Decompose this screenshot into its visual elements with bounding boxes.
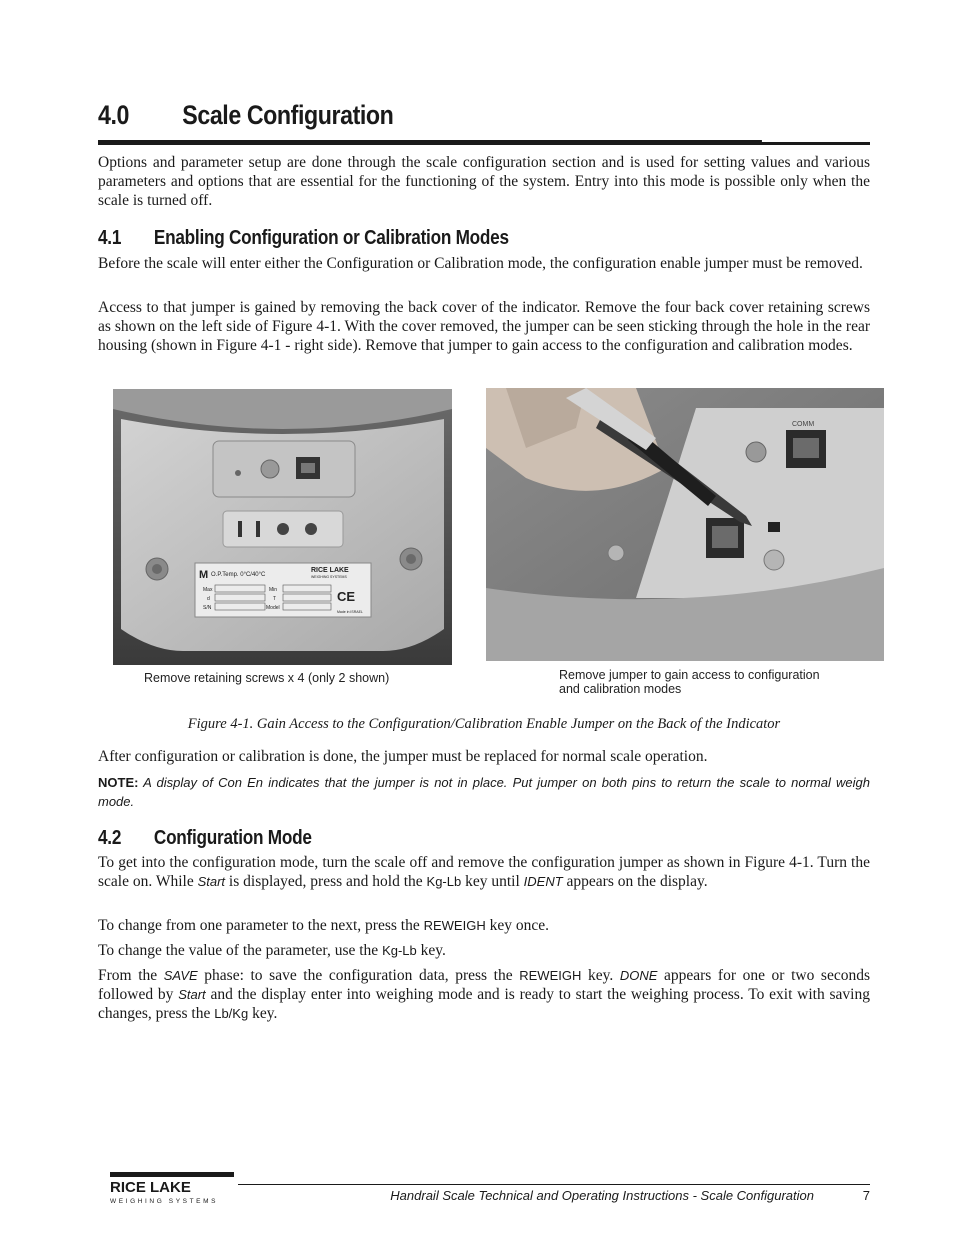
- footer-title: Handrail Scale Technical and Operating Instructions - Scale Configuration: [390, 1188, 814, 1203]
- logo-mark: [110, 1172, 234, 1206]
- back-cover-illustration: [113, 389, 452, 665]
- section-title: Scale Configuration: [182, 100, 394, 130]
- text: appears on the display.: [562, 872, 708, 890]
- comm-port-label: COMM: [792, 421, 815, 428]
- text: To get into the configuration mode, turn the scale off and remove the configuration jumper as shown in Figure 4-1. Turn the scale on. While: [98, 854, 870, 890]
- label-temp: O.P.Temp. 0°C/40°C: [211, 572, 266, 578]
- subsection-4-1-heading: [98, 227, 762, 250]
- page-number: 7: [862, 1188, 870, 1203]
- text: phase: to save the configuration data, press the: [197, 967, 520, 984]
- right-photo-caption-line-1: Remove jumper to gain access to configuration: [559, 668, 820, 682]
- paragraph-access-jumper: Access to that jumper is gained by removing the back cover of the indicator. Remove the four back cover retaining screws as shown on the left side of Figure 4-1. With the cover removed, the jumper can be seen sticking through the hole in the rear housing (shown in Figure 4-1 - right side). Remove that jumper to gain access to the configuration and calibration modes.: [98, 299, 870, 354]
- section-number: 4.0: [98, 100, 130, 130]
- label-min: Min: [269, 587, 278, 593]
- rice-lake-logo: [110, 1172, 234, 1206]
- paragraph-next-parameter: [98, 917, 870, 936]
- paragraph-after-configuration: After configuration or calibration is done, the jumper must be replaced for normal scale operation.: [98, 748, 708, 765]
- key-reweigh: REWEIGH: [519, 968, 582, 983]
- intro-paragraph: Options and parameter setup are done through the scale configuration section and is used for setting values and various parameters and options that are essential for the functioning of the system. Entry into this mode is possible only when the scale is turned off.: [98, 154, 870, 209]
- subsection-title: Configuration Mode: [153, 827, 312, 849]
- photo-back-cover: [113, 389, 452, 665]
- text: key.: [581, 967, 620, 984]
- text: and the display enter into weighing mode and is ready to start the weighing process. To exit with saving changes, press the: [98, 985, 870, 1022]
- label-ce-mark: CE: [337, 589, 356, 604]
- subsection-number: 4.1: [98, 227, 122, 249]
- section-heading: [98, 100, 762, 143]
- heading-rule: [98, 142, 870, 145]
- label-sn: S/N: [203, 605, 212, 611]
- key-kg-lb: Kg-Lb: [382, 943, 417, 958]
- paragraph-enter-config: [98, 854, 870, 892]
- document-page: [98, 0, 870, 1235]
- display-done: DONE: [619, 968, 658, 983]
- label-d: d: [207, 596, 210, 602]
- subsection-number: 4.2: [98, 827, 122, 849]
- key-kg-lb: Kg-Lb: [426, 873, 462, 889]
- display-start: Start: [197, 873, 226, 889]
- note-text: A display of Con En indicates that the jumper is not in place. Put jumper on both pins to return the scale to normal weigh mode.: [98, 775, 870, 809]
- paragraph-jumper-removal: Before the scale will enter either the Configuration or Calibration mode, the configuration enable jumper must be removed.: [98, 255, 863, 272]
- key-reweigh: REWEIGH: [423, 918, 486, 933]
- label-brand: RICE LAKE: [311, 567, 349, 574]
- paragraph-save-phase: [98, 967, 870, 1023]
- display-start: Start: [178, 986, 206, 1002]
- text: key.: [416, 942, 446, 959]
- key-lb-kg: Lb/Kg: [214, 1005, 249, 1021]
- paragraph-change-value: [98, 942, 870, 961]
- footer-rule: [238, 1184, 870, 1185]
- text: key until: [461, 872, 524, 890]
- logo-subtext: WEIGHING SYSTEMS: [110, 1198, 219, 1205]
- text: To change the value of the parameter, use the: [98, 942, 383, 959]
- jumper-illustration: [486, 388, 884, 661]
- note-block: [98, 773, 870, 811]
- display-save: SAVE: [163, 968, 198, 983]
- figure-caption: Figure 4-1. Gain Access to the Configuration/Calibration Enable Jumper on the Back of the Indicator: [187, 716, 781, 732]
- label-brand-sub: WEIGHING SYSTEMS: [311, 575, 347, 579]
- label-max: Max: [203, 587, 213, 593]
- label-t: T: [273, 596, 277, 602]
- text: From the: [98, 967, 164, 984]
- text: appears for one or two seconds followed by: [98, 967, 870, 1003]
- label-model: Model: [266, 605, 280, 611]
- display-ident: IDENT: [523, 873, 563, 889]
- text: key.: [248, 1004, 278, 1022]
- text: is displayed, press and hold the: [225, 872, 427, 890]
- logo-text: RICE LAKE: [110, 1179, 191, 1196]
- text: key once.: [485, 917, 549, 934]
- label-made-in: Made in ISRAEL: [337, 610, 363, 614]
- right-photo-caption-line-2: and calibration modes: [559, 682, 682, 696]
- subsection-4-2-heading: [98, 827, 762, 850]
- left-photo-caption: Remove retaining screws x 4 (only 2 shown): [144, 671, 390, 685]
- text: To change from one parameter to the next, press the: [98, 917, 424, 934]
- subsection-title: Enabling Configuration or Calibration Modes: [153, 227, 509, 249]
- label-m-mark: M: [199, 569, 209, 581]
- note-label: NOTE:: [98, 775, 139, 790]
- photo-jumper: [486, 388, 884, 661]
